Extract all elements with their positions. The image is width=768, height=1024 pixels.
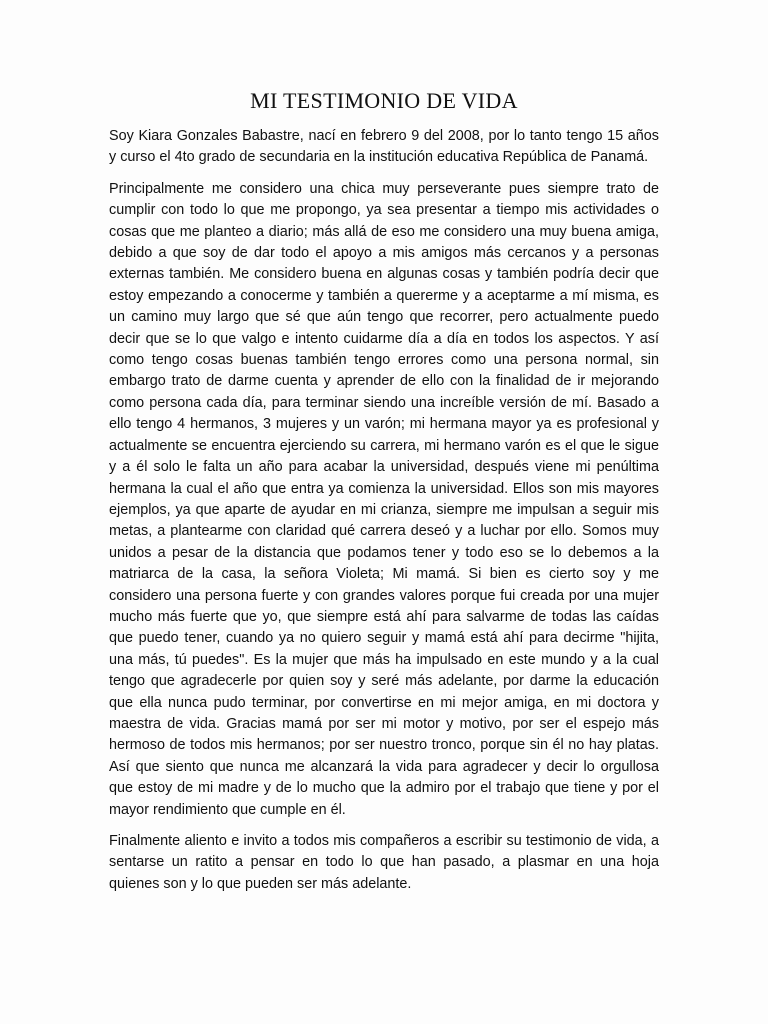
paragraph-conclusion: Finalmente aliento e invito a todos mis compañeros a escribir su testimonio de vida, a sentarse un ratito a pensar en todo lo que han pasado, a plasmar en una hoja quienes son y lo que pueden ser más adelante. [109, 833, 659, 892]
paragraph-body: Principalmente me considero una chica muy perseverante pues siempre trato de cumplir con todo lo que me propongo, ya sea presentar a tiempo mis actividades o cosas que me planteo a diario; más allá de eso me considero una muy buena amiga, debido a que soy de dar todo el apoyo a mis amigos más cercanos y a personas externas también. Me considero buena en algunas cosas y también podría decir que estoy empezando a conocerme y también a quererme y a aceptarme a mí misma, es un camino muy largo que sé que aún tengo que recorrer, pero actualmente puedo decir que se lo que valgo e intento cuidarme día a día en todos los aspectos. Y así como tengo cosas buenas también tengo errores como una persona normal, sin embargo trato de darme cuenta y aprender de ello con la finalidad de ir mejorando como persona cada día, para terminar siendo una increíble versión de mí. Basado a ello tengo 4 hermanos, 3 mujeres y un varón; mi hermana mayor ya es profesional y actualmente se encuentra ejerciendo su carrera, mi hermano varón es el que le sigue y a él solo le falta un año para acabar la universidad, después viene mi penúltima hermana la cual el año que entra ya comienza la universidad. Ellos son mis mayores ejemplos, ya que aparte de ayudar en mi crianza, siempre me impulsan a seguir mis metas, a plantearme con claridad qué carrera deseó y a luchar por ello. Somos muy unidos a pesar de la distancia que podamos tener y todo eso se lo debemos a la matriarca de la casa, la señora Violeta; Mi mamá. Si bien es cierto soy y me considero una persona fuerte y con grandes valores porque fui creada por una mujer mucho más fuerte que yo, que siempre está ahí para salvarme de todas las caídas que puedo tener, cuando ya no quiero seguir y mamá está ahí para decirme "hijita, una más, tú puedes". Es la mujer que más ha impulsado en este mundo y a la cual tengo que agradecerle por quien soy y seré más adelante, por darme la educación que ella nunca pudo terminar, por convertirse en mi mejor amiga, en mi doctora y maestra de vida. Gracias mamá por ser mi motor y motivo, por ser el espejo más hermoso de todos mis hermanos; por ser nuestro tronco, porque sin él no hay platas. Así que siento que nunca me alcanzará la vida para agradecer y decir lo orgullosa que estoy de mi madre y de lo mucho que la admiro por el trabajo que tiene y por el mayor rendimiento que cumple en él. [109, 180, 659, 818]
paragraph-introduction: Soy Kiara Gonzales Babastre, nací en febrero 9 del 2008, por lo tanto tengo 15 años y curso el 4to grado de secundaria en la institución educativa República de Panamá. [109, 128, 659, 166]
document-title: MI TESTIMONIO DE VIDA [250, 88, 518, 113]
